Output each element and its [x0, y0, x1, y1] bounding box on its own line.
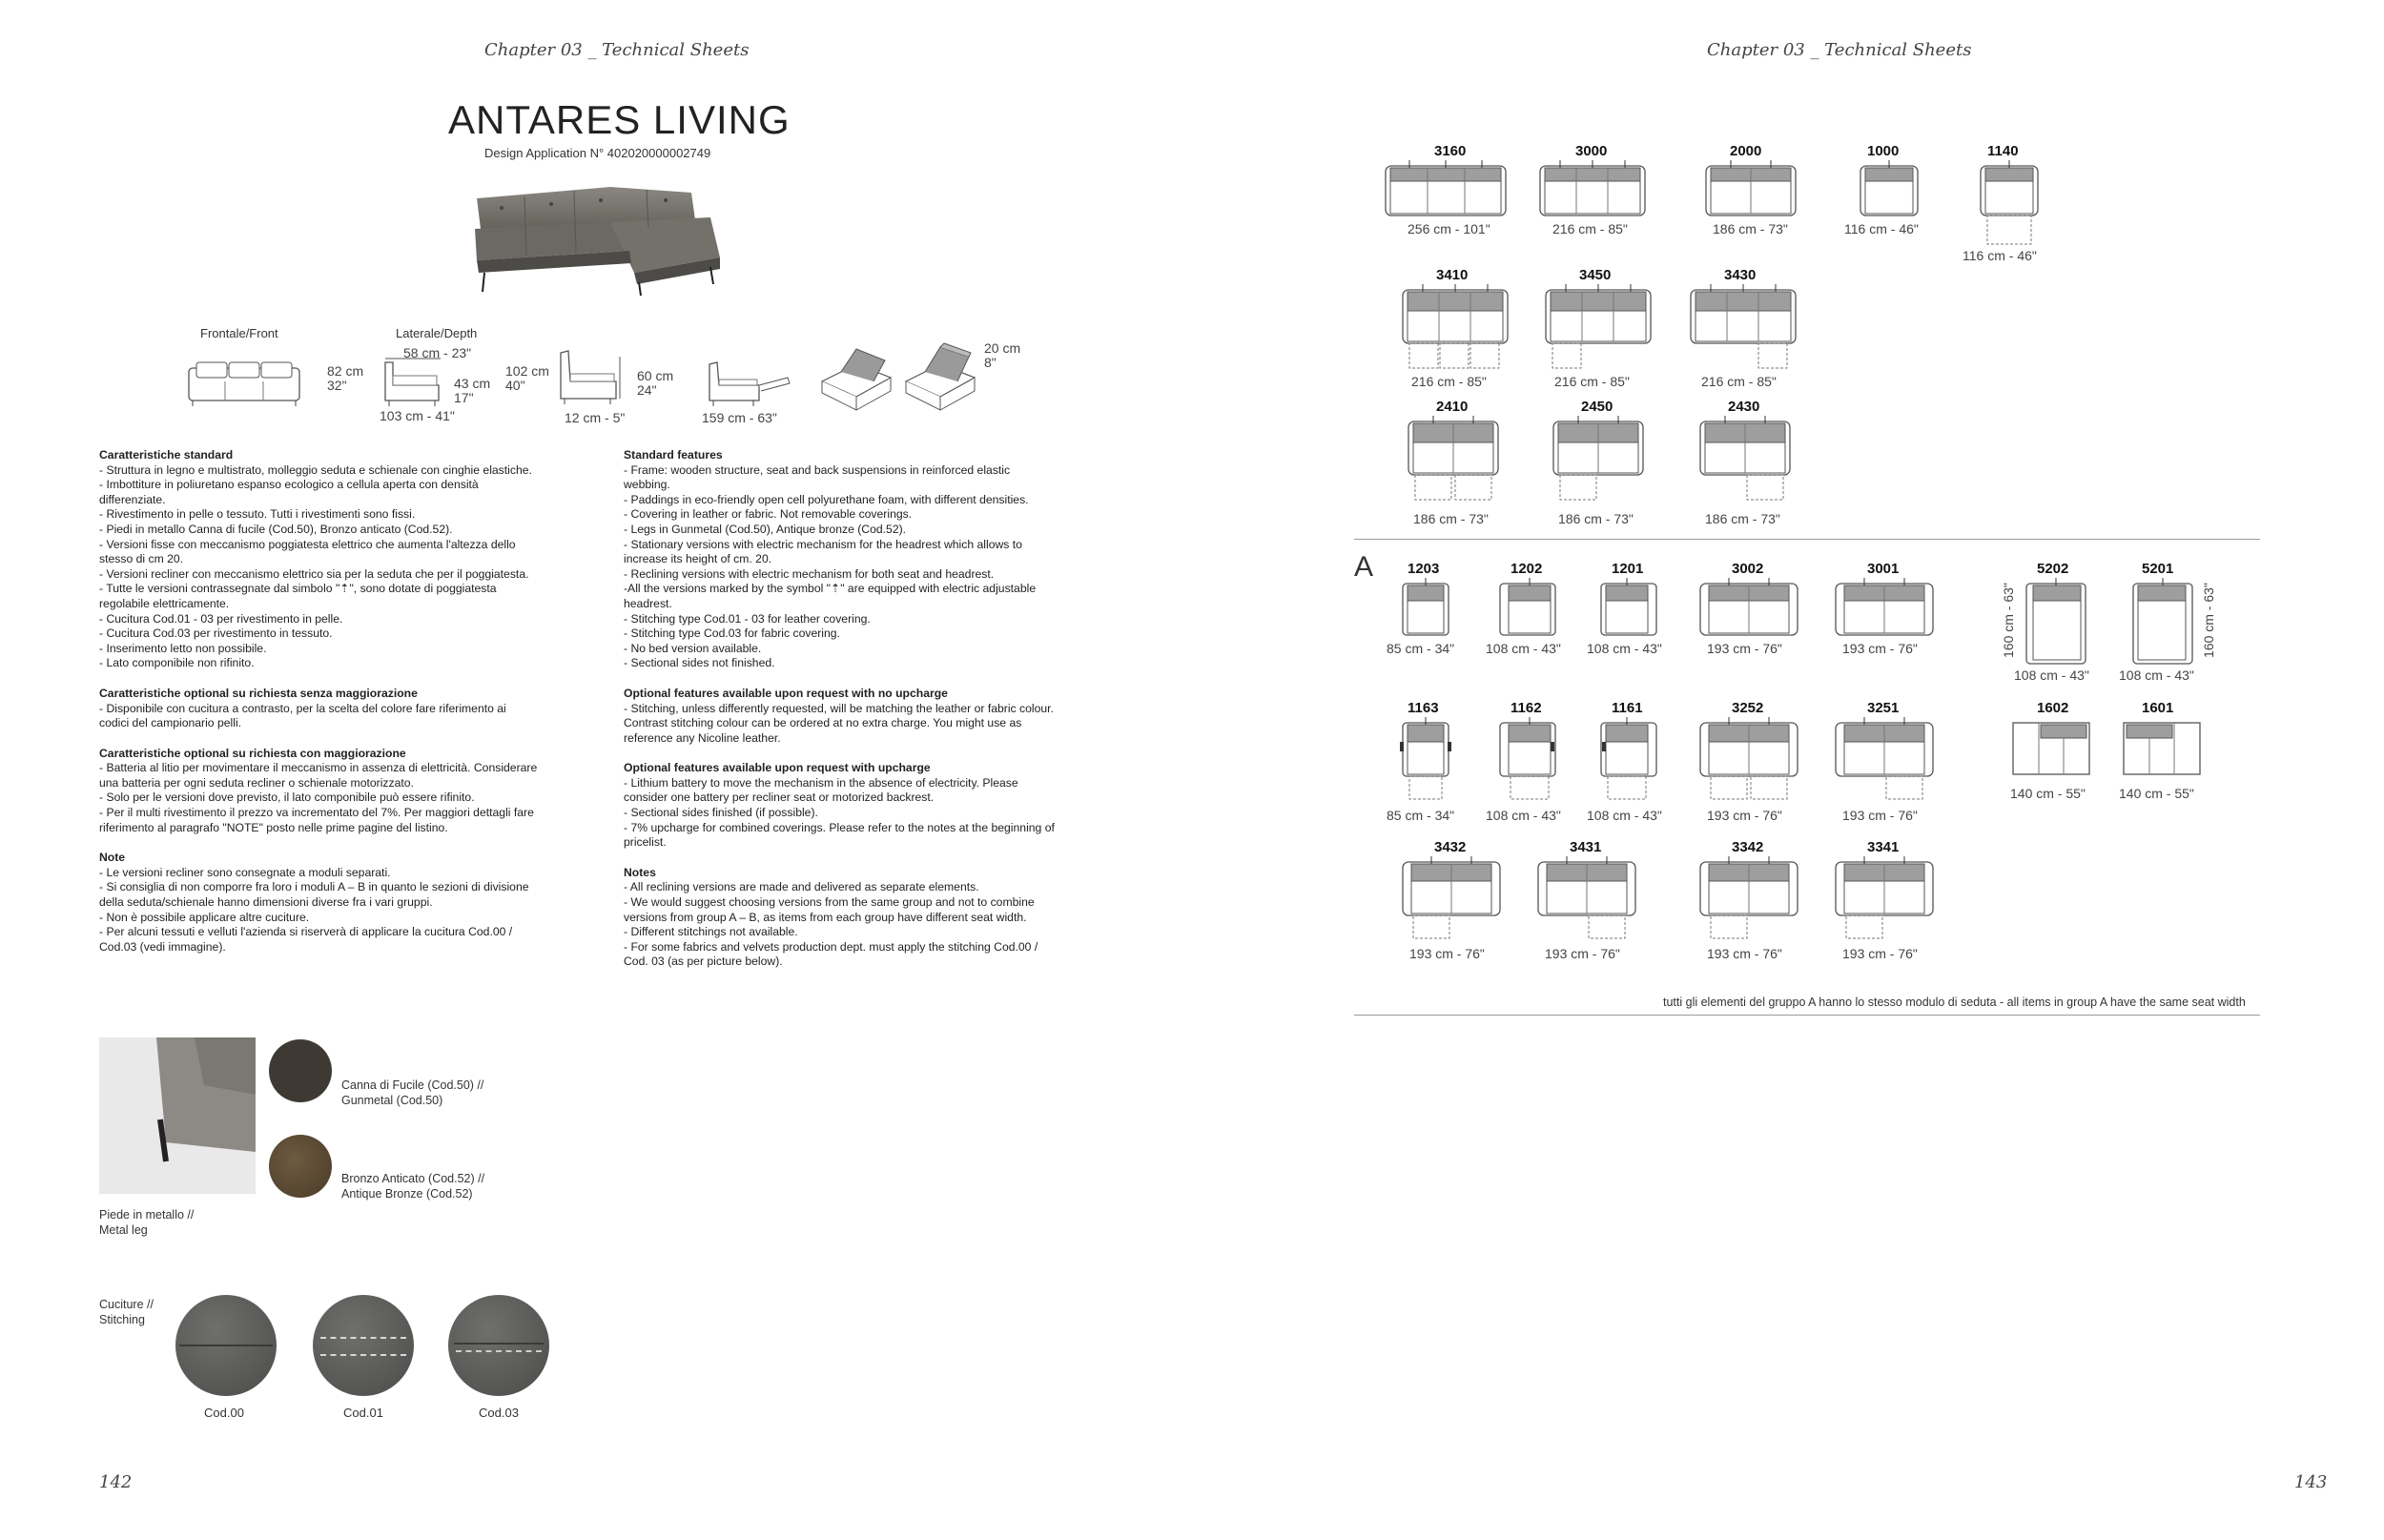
module-drawing	[1699, 416, 1791, 508]
text-line: - Stitching type Cod.03 for fabric covering.	[624, 626, 840, 641]
text-line: - Versioni recliner con meccanismo elettrico sia per la seduta che per il poggiatesta.	[99, 566, 529, 581]
it-section-notes	[99, 851, 595, 955]
bronze-caption-2: Antique Bronze (Cod.52)	[341, 1187, 473, 1201]
it-heading-optional-free: Caratteristiche optional su richiesta senza maggiorazione	[99, 686, 418, 700]
metal-leg-caption	[99, 1207, 194, 1238]
depth-bottom-dim: 103 cm - 41"	[380, 408, 455, 423]
metal-leg-caption-1: Piede in metallo //	[99, 1208, 195, 1222]
en-section-notes	[624, 866, 1120, 970]
recliner-view-drawing	[557, 349, 629, 415]
text-line: - Piedi in metallo Canna di fucile (Cod.50), Bronzo anticato (Cod.52).	[99, 522, 453, 536]
module-drawing	[1385, 160, 1507, 222]
text-line: - 7% upcharge for combined coverings. Please refer to the notes at the beginning of	[624, 820, 1055, 834]
module-dim: 108 cm - 43"	[1587, 641, 1662, 656]
height-in: 32"	[327, 378, 347, 393]
text-line: - For some fabrics and velvets production dept. must apply the stitching Cod.00 /	[624, 939, 1038, 954]
module-code: 3160	[1434, 143, 1467, 159]
module-dim: 193 cm - 76"	[1707, 641, 1782, 656]
module-drawing	[1980, 160, 2039, 253]
module-code: 3342	[1732, 839, 1764, 855]
module-dim: 108 cm - 43"	[2014, 667, 2089, 683]
product-title: ANTARES LIVING	[448, 97, 791, 142]
module-code: 1201	[1612, 561, 1644, 577]
group-a-label: A	[1354, 551, 1374, 583]
module-code: 3430	[1724, 267, 1757, 283]
module-dim: 108 cm - 43"	[1587, 808, 1662, 823]
module-code: 1140	[1987, 143, 2019, 159]
headrest-dim	[984, 341, 1020, 370]
module-dim: 140 cm - 55"	[2119, 786, 2194, 801]
stitch-swatch-cod00	[175, 1295, 277, 1396]
stitch-label-cod01: Cod.01	[343, 1406, 383, 1420]
module-drawing	[1408, 416, 1499, 508]
module-code: 3002	[1732, 561, 1764, 577]
text-line: - Le versioni recliner sono consegnate a moduli separati.	[99, 865, 391, 879]
text-line: - Solo per le versioni dove previsto, il lato componibile può essere rifinito.	[99, 791, 475, 805]
module-dim: 116 cm - 46"	[1844, 221, 1919, 236]
stitch-label-cod00: Cod.00	[204, 1406, 244, 1420]
module-code: 2410	[1436, 399, 1469, 415]
chaise-module-drawing	[2123, 719, 2201, 781]
module-code: 3001	[1867, 561, 1900, 577]
bronze-caption	[341, 1171, 484, 1201]
recliner-height-in: 40"	[505, 378, 525, 393]
english-text-column	[624, 448, 1120, 985]
stitching-caption-1: Cuciture //	[99, 1298, 154, 1311]
text-line: - Stationary versions with electric mechanism for the headrest which allows to	[624, 537, 1022, 551]
module-code: 3252	[1732, 700, 1764, 716]
text-line: increase its height of cm. 20.	[624, 552, 772, 566]
corner-side-dim: 160 cm - 63"	[2001, 583, 2016, 658]
text-line: versions from group A – B, as items from each group have different seat width.	[624, 910, 1027, 924]
en-section-optional-free	[624, 687, 1120, 746]
en-heading-notes: Notes	[624, 865, 656, 879]
module-dim: 85 cm - 34"	[1387, 641, 1455, 656]
module-code: 3431	[1570, 839, 1602, 855]
recliner-arm-in: 24"	[637, 382, 657, 398]
text-line: una batteria per ogni seduta recliner o schienale motorizzato.	[99, 775, 414, 790]
module-drawing	[1400, 717, 1451, 808]
gunmetal-caption	[341, 1078, 483, 1108]
recliner-arm-dim	[637, 369, 673, 398]
module-code: 1203	[1408, 561, 1440, 577]
text-line: - Batteria al litio per movimentare il meccanismo in assenza di elettricità. Considerare	[99, 761, 538, 775]
text-line: - Si consiglia di non comporre fra loro i moduli A – B in quanto le sezioni di divisione	[99, 880, 529, 894]
seat-height-dim	[454, 377, 490, 405]
extended-recliner-drawing	[706, 359, 791, 413]
module-dim: 85 cm - 34"	[1387, 808, 1455, 823]
italian-text-column	[99, 448, 595, 970]
text-line: - Sectional sides finished (if possible).	[624, 806, 818, 820]
module-dim: 193 cm - 76"	[1842, 808, 1918, 823]
module-dim: 108 cm - 43"	[2119, 667, 2194, 683]
text-line: - Per alcuni tessuti e velluti l'azienda si riserverà di applicare la cucitura Cod.00 /	[99, 925, 513, 939]
stitching-caption-2: Stitching	[99, 1313, 145, 1326]
text-line: - Non è possibile applicare altre cuciture.	[99, 910, 310, 924]
module-perspective-drawing	[818, 343, 980, 424]
text-line: - Sectional sides not finished.	[624, 656, 775, 670]
text-line: consider one battery per recliner seat or motorized backrest.	[624, 791, 935, 805]
text-line: - Rivestimento in pelle o tessuto. Tutti i rivestimenti sono fissi.	[99, 507, 416, 522]
module-dim: 193 cm - 76"	[1545, 946, 1620, 961]
module-drawing	[1600, 578, 1657, 642]
front-view-drawing	[187, 359, 301, 413]
text-line: - Disponibile con cucitura a contrasto, per la scelta del colore fare riferimento ai	[99, 701, 506, 715]
text-line: -All the versions marked by the symbol "⇡" are equipped with electric adjustable	[624, 582, 1037, 596]
height-dim	[327, 364, 363, 393]
module-dim: 216 cm - 85"	[1411, 374, 1487, 389]
corner-module-drawing	[2132, 578, 2193, 670]
module-code: 3410	[1436, 267, 1469, 283]
en-heading-optional-free: Optional features available upon request with no upcharge	[624, 686, 948, 700]
en-heading-optional-upcharge: Optional features available upon request with upcharge	[624, 761, 931, 775]
module-dim: 193 cm - 76"	[1707, 946, 1782, 961]
text-line: webbing.	[624, 478, 670, 492]
module-dim: 216 cm - 85"	[1701, 374, 1777, 389]
group-a-footnote: tutti gli elementi del gruppo A hanno lo stesso modulo di seduta - all items in group A have the same seat width	[1663, 996, 2246, 1009]
en-section-standard	[624, 448, 1120, 671]
text-line: - Struttura in legno e multistrato, molleggio seduta e schienale con cinghie elastiche.	[99, 462, 532, 477]
en-heading-standard: Standard features	[624, 448, 723, 462]
module-drawing	[1699, 717, 1798, 808]
module-dim: 186 cm - 73"	[1705, 511, 1780, 526]
module-code: 3450	[1579, 267, 1612, 283]
text-line: - We would suggest choosing versions from the same group and not to combine	[624, 895, 1035, 910]
en-section-optional-upcharge	[624, 761, 1120, 851]
module-drawing	[1539, 160, 1646, 222]
it-section-optional-free	[99, 687, 595, 731]
module-dim: 216 cm - 85"	[1554, 374, 1630, 389]
text-line: Cod.03 (vedi immagine).	[99, 939, 226, 954]
stitch-label-cod03: Cod.03	[479, 1406, 519, 1420]
text-line: - Covering in leather or fabric. Not removable coverings.	[624, 507, 913, 522]
text-line: Contrast stitching colour can be ordered at no extra charge. You might use as	[624, 716, 1022, 730]
module-dim: 116 cm - 46"	[1963, 248, 2037, 263]
text-line: - Legs in Gunmetal (Cod.50), Antique bronze (Cod.52).	[624, 522, 907, 536]
page-number-left: 142	[99, 1472, 133, 1492]
depth-view-label: Laterale/Depth	[396, 326, 478, 340]
text-line: differenziate.	[99, 492, 166, 506]
section-divider	[1354, 539, 2260, 540]
module-code: 1163	[1408, 700, 1439, 716]
text-line: - Inserimento letto non possibile.	[99, 641, 267, 655]
text-line: della seduta/schienale hanno dimensioni diverse fra i vari gruppi.	[99, 895, 433, 910]
module-code: 3432	[1434, 839, 1467, 855]
text-line: headrest.	[624, 596, 672, 610]
it-heading-optional-upcharge: Caratteristiche optional su richiesta con maggiorazione	[99, 746, 406, 760]
gunmetal-caption-1: Canna di Fucile (Cod.50) //	[341, 1078, 484, 1092]
module-code: 5202	[2037, 561, 2069, 577]
text-line: regolabile elettricamente.	[99, 596, 230, 610]
module-dim: 108 cm - 43"	[1486, 641, 1561, 656]
module-dim: 140 cm - 55"	[2010, 786, 2086, 801]
chapter-header-right: Chapter 03 _ Technical Sheets	[1707, 40, 1972, 60]
design-application: Design Application N° 402020000002749	[484, 146, 711, 160]
bronze-swatch	[269, 1135, 332, 1198]
text-line: - Imbottiture in poliuretano espanso ecologico a cellula aperta con densità	[99, 478, 479, 492]
module-dim: 193 cm - 76"	[1707, 808, 1782, 823]
text-line: stesso di cm 20.	[99, 552, 184, 566]
module-drawing	[1835, 856, 1934, 947]
it-heading-notes: Note	[99, 851, 126, 865]
module-drawing	[1705, 160, 1797, 222]
page-number-right: 143	[2294, 1472, 2328, 1492]
module-dim: 186 cm - 73"	[1413, 511, 1489, 526]
metal-leg-caption-2: Metal leg	[99, 1223, 148, 1237]
module-drawing	[1835, 717, 1934, 808]
gunmetal-swatch	[269, 1039, 332, 1102]
it-section-optional-upcharge	[99, 747, 595, 836]
it-section-standard	[99, 448, 595, 671]
text-line: - Reclining versions with electric mechanism for both seat and headrest.	[624, 566, 995, 581]
corner-side-dim: 160 cm - 63"	[2201, 583, 2216, 658]
module-code: 2430	[1728, 399, 1760, 415]
module-dim: 193 cm - 76"	[1409, 946, 1485, 961]
module-dim: 193 cm - 76"	[1842, 641, 1918, 656]
text-line: - Different stitchings not available.	[624, 925, 798, 939]
module-drawing	[1499, 717, 1556, 808]
depth-view-drawing	[380, 359, 446, 413]
stitching-caption	[99, 1297, 154, 1327]
module-dim: 193 cm - 76"	[1842, 946, 1918, 961]
text-line: - Per il multi rivestimento il prezzo va incrementato del 7%. Per maggiori dettagli fare	[99, 806, 534, 820]
bronze-caption-1: Bronzo Anticato (Cod.52) //	[341, 1172, 485, 1185]
text-line: - Lithium battery to move the mechanism in the absence of electricity. Please	[624, 775, 1018, 790]
module-drawing	[1402, 284, 1509, 377]
recliner-height-dim	[505, 364, 549, 393]
text-line: - Versioni fisse con meccanismo poggiatesta elettrico che aumenta l'altezza dello	[99, 537, 516, 551]
product-image	[467, 170, 725, 303]
text-line: riferimento al paragrafo "NOTE" posto nelle prime pagine del listino.	[99, 820, 448, 834]
metal-leg-photo	[99, 1037, 256, 1194]
module-drawing	[1402, 578, 1449, 642]
module-code: 3000	[1575, 143, 1608, 159]
corner-module-drawing	[2025, 578, 2086, 670]
chaise-module-drawing	[2012, 719, 2090, 781]
seat-height-cm: 43 cm	[454, 376, 491, 391]
text-line: - No bed version available.	[624, 641, 762, 655]
module-drawing	[1600, 717, 1657, 808]
recliner-bottom-dim: 12 cm - 5"	[565, 410, 626, 425]
module-code: 3341	[1867, 839, 1900, 855]
headrest-in: 8"	[984, 355, 997, 370]
module-code: 5201	[2142, 561, 2174, 577]
recliner-height-cm: 102 cm	[505, 363, 549, 379]
module-code: 1601	[2142, 700, 2174, 716]
text-line: codici del campionario pelli.	[99, 716, 242, 730]
module-code: 1162	[1511, 700, 1542, 716]
module-dim: 256 cm - 101"	[1408, 221, 1490, 236]
text-line: - Paddings in eco-friendly open cell polyurethane foam, with different densities.	[624, 492, 1029, 506]
module-drawing	[1699, 578, 1798, 642]
module-drawing	[1860, 160, 1919, 222]
front-view-label: Frontale/Front	[200, 326, 278, 340]
text-line: - Lato componibile non rifinito.	[99, 656, 255, 670]
module-drawing	[1499, 578, 1556, 642]
module-drawing	[1402, 856, 1501, 947]
module-dim: 186 cm - 73"	[1558, 511, 1634, 526]
text-line: - Stitching type Cod.01 - 03 for leather covering.	[624, 611, 871, 626]
height-cm: 82 cm	[327, 363, 364, 379]
text-line: pricelist.	[624, 835, 667, 850]
chapter-header-left: Chapter 03 _ Technical Sheets	[484, 40, 750, 60]
text-line: Cod. 03 (as per picture below).	[624, 955, 783, 969]
module-drawing	[1699, 856, 1798, 947]
module-code: 2450	[1581, 399, 1613, 415]
text-line: reference any Nicoline leather.	[624, 730, 781, 745]
text-line: - Tutte le versioni contrassegnate dal simbolo "⇡", sono dotate di poggiatesta	[99, 582, 497, 596]
text-line: - Cucitura Cod.01 - 03 per rivestimento in pelle.	[99, 611, 343, 626]
recliner-arm-cm: 60 cm	[637, 368, 674, 383]
it-heading-standard: Caratteristiche standard	[99, 448, 234, 462]
extended-dim: 159 cm - 63"	[702, 410, 777, 425]
module-code: 1161	[1612, 700, 1643, 716]
headrest-cm: 20 cm	[984, 340, 1021, 356]
sofa-illustration	[467, 170, 725, 303]
text-line: - Frame: wooden structure, seat and back suspensions in reinforced elastic	[624, 462, 1011, 477]
module-drawing	[1537, 856, 1636, 947]
text-line: - Stitching, unless differently requested, will be matching the leather or fabric colour.	[624, 701, 1054, 715]
stitch-swatch-cod01	[313, 1295, 414, 1396]
text-line: - All reclining versions are made and delivered as separate elements.	[624, 880, 979, 894]
module-dim: 216 cm - 85"	[1552, 221, 1628, 236]
module-dim: 186 cm - 73"	[1713, 221, 1788, 236]
module-code: 2000	[1730, 143, 1762, 159]
gunmetal-caption-2: Gunmetal (Cod.50)	[341, 1094, 443, 1107]
module-code: 1602	[2037, 700, 2069, 716]
module-drawing	[1835, 578, 1934, 642]
module-drawing	[1552, 416, 1644, 508]
module-drawing	[1690, 284, 1797, 377]
stitch-swatch-cod03	[448, 1295, 549, 1396]
depth-top-dim: 58 cm - 23"	[403, 345, 472, 360]
bottom-divider	[1354, 1015, 2260, 1016]
module-code: 3251	[1867, 700, 1900, 716]
module-code: 1202	[1511, 561, 1543, 577]
seat-height-in: 17"	[454, 390, 474, 405]
module-dim: 108 cm - 43"	[1486, 808, 1561, 823]
module-drawing	[1545, 284, 1652, 377]
text-line: - Cucitura Cod.03 per rivestimento in tessuto.	[99, 626, 333, 641]
module-code: 1000	[1867, 143, 1900, 159]
